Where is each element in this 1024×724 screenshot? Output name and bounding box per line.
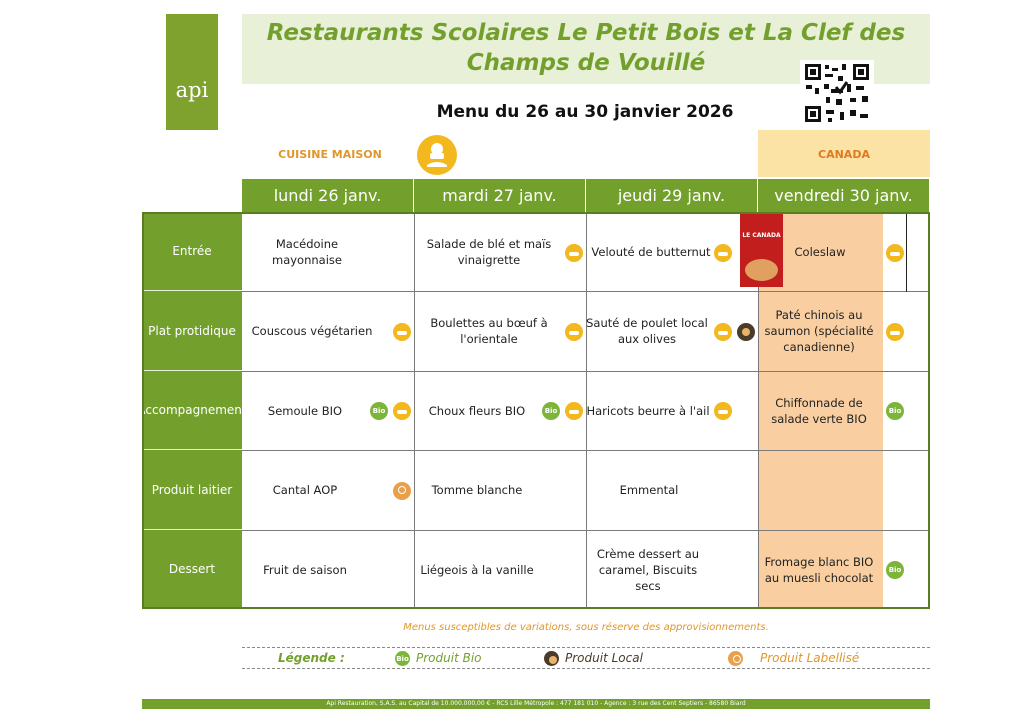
qr-code-icon[interactable] (800, 60, 874, 126)
menu-table (142, 212, 930, 609)
menu-cell: Salade de blé et maïs vinaigrette (426, 236, 552, 267)
legend-local: Produit Local (565, 651, 643, 665)
labelled-product-icon (728, 651, 743, 666)
row-label-plat: Plat protidique (142, 291, 242, 371)
menu-cell: Cantal AOP (272, 483, 338, 497)
menu-cell: Tomme blanche (431, 483, 523, 497)
menu-cell: Sauté de poulet local aux olives (586, 316, 708, 346)
page-title: Restaurants Scolaires Le Petit Bois et La Clef des Champs de Vouillé (266, 20, 906, 76)
legend-divider (242, 647, 930, 648)
day-header-monday: lundi 26 janv. (242, 179, 414, 212)
footer-legal-text: Api Restauration, S.A.S. au Capital de 10.000.000,00 € - RCS Lille Métropole : 477 181 010 - Agence : 3 rue des Cent Septiers - 86580 Biard (142, 699, 930, 709)
variations-note: Menus susceptibles de variations, sous réserve des approvisionnements. (403, 622, 769, 633)
row-label-entree: Entrée (142, 212, 242, 291)
local-product-icon (544, 651, 559, 666)
menu-cell: Coleslaw (794, 244, 846, 259)
day-header-thursday: jeudi 29 janv. (586, 179, 758, 212)
menu-cell: Boulettes au bœuf à l'orientale (430, 316, 548, 346)
menu-cell: Choux fleurs BIO (428, 403, 526, 418)
menu-cell: Fruit de saison (263, 562, 347, 577)
bio-icon: Bio (542, 402, 560, 420)
canada-theme-label: CANADA (818, 148, 870, 161)
menu-cell: Couscous végétarien (251, 324, 373, 338)
book-title: LE CANADA (742, 232, 781, 239)
menu-cell: Haricots beurre à l'ail (586, 403, 710, 418)
day-header-friday: vendredi 30 janv. (758, 179, 930, 212)
menu-cell: Chiffonnade de salade verte BIO (771, 395, 867, 426)
legend-bio: Produit Bio (416, 651, 482, 665)
bio-icon: Bio (395, 651, 410, 666)
row-label-dessert: Dessert (142, 530, 242, 609)
menu-cell: Emmental (619, 483, 679, 497)
day-header-tuesday: mardi 27 janv. (414, 179, 586, 212)
menu-cell: Semoule BIO (267, 403, 343, 418)
api-logo (166, 14, 218, 130)
bio-icon: Bio (370, 402, 388, 420)
legend-label: Produit Labellisé (760, 651, 860, 665)
menu-cell: Velouté de butternut (591, 244, 711, 259)
menu-cell: Fromage blanc BIO au muesli chocolat (764, 554, 874, 585)
row-label-produit-laitier: Produit laitier (142, 450, 242, 530)
cuisine-maison-label: CUISINE MAISON (278, 148, 382, 161)
bio-icon: Bio (886, 561, 904, 579)
menu-cell: Paté chinois au saumon (spécialité canadienne) (764, 308, 874, 354)
logo-text: api (175, 78, 209, 102)
menu-cell: Liégeois à la vanille (420, 562, 534, 577)
menu-cell: Macédoine mayonnaise (272, 236, 342, 267)
legend-divider (242, 668, 930, 669)
bio-icon: Bio (886, 402, 904, 420)
row-label-accompagnement: Accompagnement (142, 371, 242, 450)
menu-date-range: Menu du 26 au 30 janvier 2026 (436, 102, 734, 122)
legend-title: Légende : (278, 651, 345, 665)
menu-cell: Crème dessert au caramel, Biscuits secs (596, 546, 700, 593)
chef-icon (417, 135, 457, 175)
